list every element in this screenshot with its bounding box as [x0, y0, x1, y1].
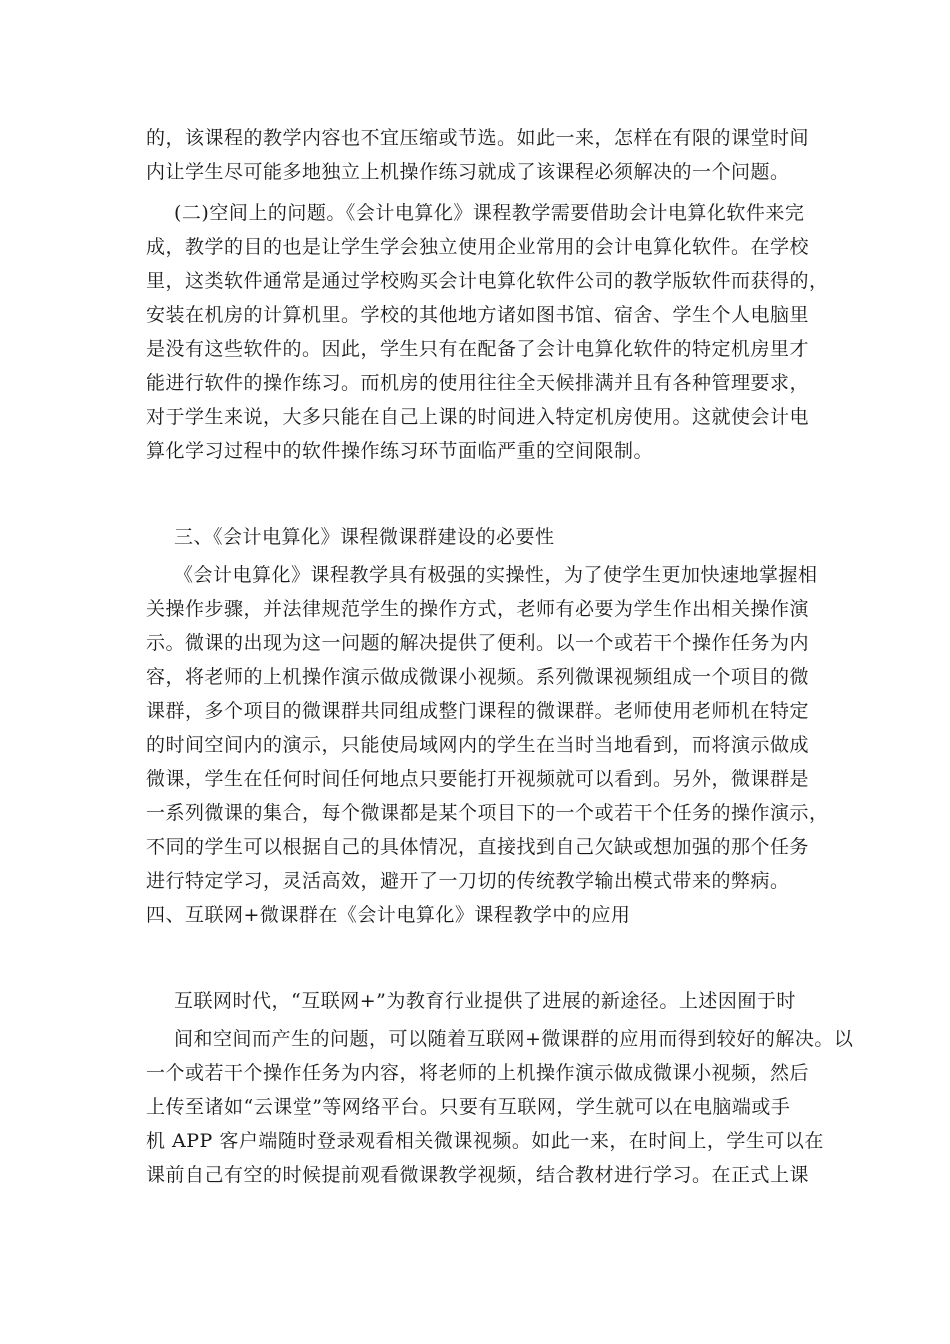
- paragraph-line: 上传至诸如“云课堂”等网络平台。只要有互联网，学生就可以在电脑端或手: [146, 1096, 791, 1118]
- paragraph-line: 进行特定学习，灵活高效，避开了一刀切的传统教学输出模式带来的弊病。: [146, 870, 790, 892]
- paragraph-line: 成，教学的目的也是让学生学会独立使用企业常用的会计电算化软件。在学校: [146, 236, 810, 258]
- paragraph-line: 课前自己有空的时候提前观看微课教学视频，结合教材进行学习。在正式上课: [146, 1164, 810, 1186]
- paragraph-line: 算化学习过程中的软件操作练习环节面临严重的空间限制。: [146, 440, 654, 462]
- paragraph-line: 课群，多个项目的微课群共同组成整门课程的微课群。老师使用老师机在特定: [146, 700, 810, 722]
- paragraph-line: 对于学生来说，大多只能在自己上课的时间进入特定机房使用。这就使会计电: [146, 406, 810, 428]
- paragraph-line: 关操作步骤，并法律规范学生的操作方式，老师有必要为学生作出相关操作演: [146, 598, 810, 620]
- paragraph-line: 的时间空间内的演示，只能使局域网内的学生在当时当地看到，而将演示做成: [146, 734, 810, 756]
- paragraph-line: 安装在机房的计算机里。学校的其他地方诸如图书馆、宿舍、学生个人电脑里: [146, 304, 810, 326]
- paragraph-line: 内让学生尽可能多地独立上机操作练习就成了该课程必须解决的一个问题。: [146, 161, 790, 183]
- paragraph-line: (二)空间上的问题。《会计电算化》课程教学需要借助会计电算化软件来完: [174, 202, 805, 224]
- paragraph-line: 的，该课程的教学内容也不宜压缩或节选。如此一来，怎样在有限的课堂时间: [146, 127, 810, 149]
- paragraph-line: 一个或若干个操作任务为内容，将老师的上机操作演示做成微课小视频，然后: [146, 1062, 810, 1084]
- section-heading: 互联网时代，“互联网+”为教育行业提供了进展的新途径。上述因囿于时: [174, 990, 796, 1012]
- paragraph-line: 《会计电算化》课程教学具有极强的实操性，为了使学生更加快速地掌握相: [174, 564, 818, 586]
- paragraph-line: [146, 1192, 806, 1226]
- paragraph-line: 是没有这些软件的。因此，学生只有在配备了会计电算化软件的特定机房里才: [146, 338, 810, 360]
- paragraph-line: 间和空间而产生的问题，可以随着互联网+微课群的应用而得到较好的解决。以: [174, 1028, 854, 1050]
- paragraph-line: 一系列微课的集合，每个微课都是某个项目下的一个或若干个任务的操作演示，: [146, 802, 829, 824]
- section-heading: 三、《会计电算化》课程微课群建设的必要性: [174, 526, 555, 548]
- paragraph-line: 示。微课的出现为这一问题的解决提供了便利。以一个或若干个操作任务为内: [146, 632, 810, 654]
- paragraph-line: 容，将老师的上机操作演示做成微课小视频。系列微课视频组成一个项目的微: [146, 666, 810, 688]
- paragraph-line: 里，这类软件通常是通过学校购买会计电算化软件公司的教学版软件而获得的，: [146, 270, 829, 292]
- paragraph-line: 四、互联网+微课群在《会计电算化》课程教学中的应用: [146, 904, 631, 926]
- paragraph-line: 不同的学生可以根据自己的具体情况，直接找到自己欠缺或想加强的那个任务: [146, 836, 810, 858]
- paragraph-line: 机 APP 客户端随时登录观看相关微课视频。如此一来，在时间上，学生可以在: [146, 1130, 824, 1152]
- paragraph-line: 微课，学生在任何时间任何地点只要能打开视频就可以看到。另外，微课群是: [146, 768, 810, 790]
- paragraph-line: 能进行软件的操作练习。而机房的使用往往全天候排满并且有各种管理要求，: [146, 372, 810, 394]
